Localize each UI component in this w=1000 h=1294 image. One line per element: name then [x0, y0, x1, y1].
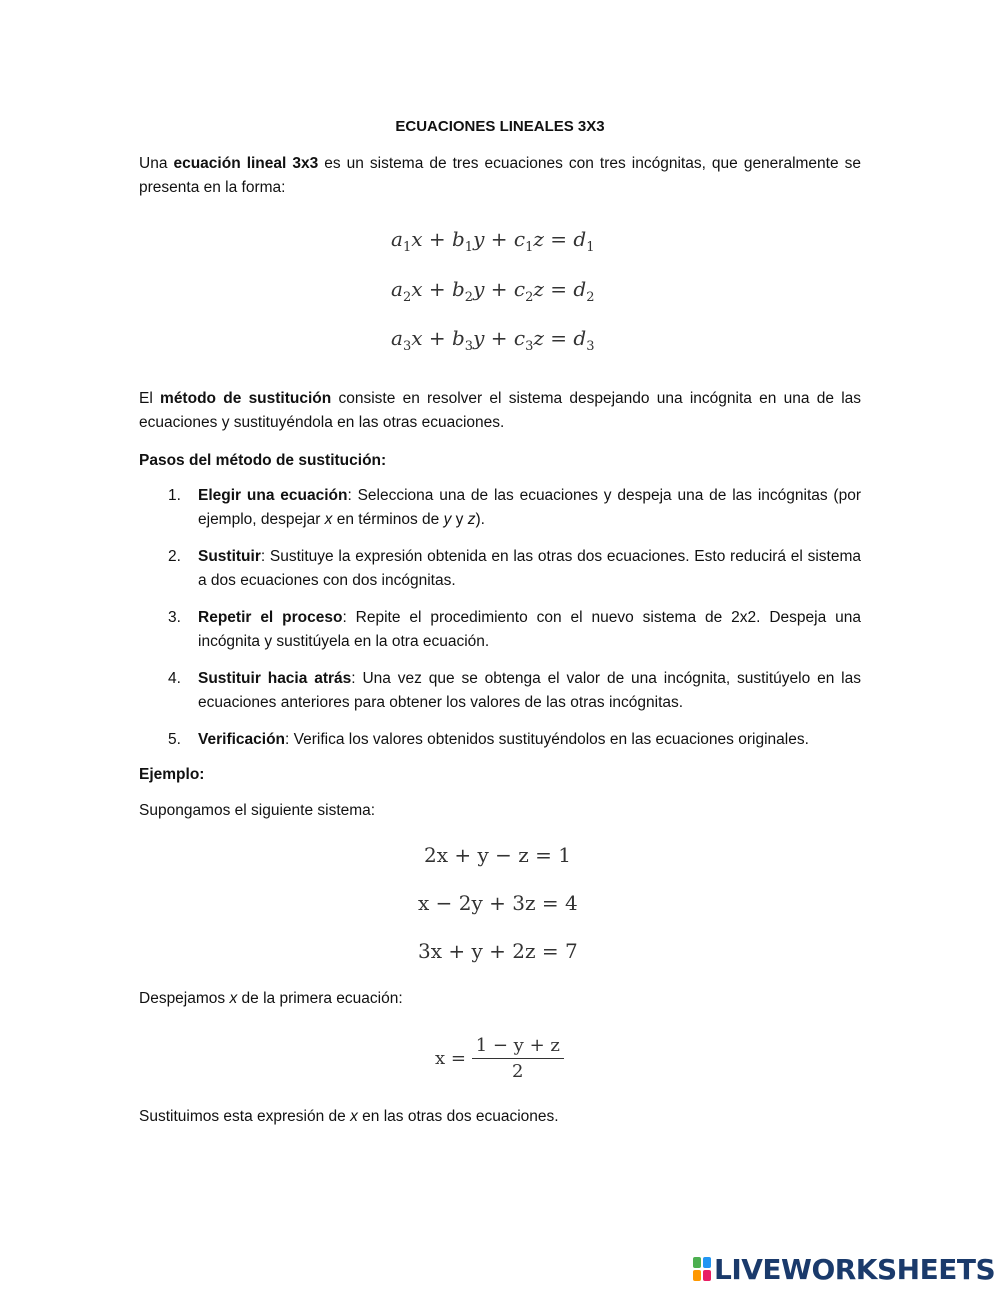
- step-item: 3. Repetir el proceso: Repite el procedimiento con el nuevo sistema de 2x2. Despeja una incógnita y sustitúyela en la otra ecuación.: [168, 609, 861, 650]
- example-equation-2: x − 2y + 3z = 4: [418, 891, 578, 915]
- general-equation-2: $a_2x + b_2y + c_2z = d_2$: [391, 277, 595, 305]
- fraction-equation: x = $\frac{1 - y + z}{2}$: [435, 1035, 564, 1082]
- fraction: [472, 1035, 564, 1082]
- example-intro: Supongamos el siguiente sistema:: [139, 802, 376, 819]
- intro-term: ecuación lineal 3x3: [173, 155, 319, 172]
- step-item: 2. Sustituir: Sustituye la expresión obtenida en las otras dos ecuaciones. Esto reducirá el sistema a dos ecuaciones con dos incógnitas.: [168, 548, 861, 589]
- denominator: 2: [512, 1061, 524, 1082]
- method-paragraph: El método de sustitución consiste en resolver el sistema despejando una incógnita en una de las ecuaciones y sustituyéndola en las otras ecuaciones.: [139, 390, 862, 431]
- step-item: 1. Elegir una ecuación: Selecciona una de las ecuaciones y despeja una de las incógnitas (por ejemplo, despejar x en términos de y y z).: [168, 487, 861, 528]
- steps-list: [139, 484, 861, 752]
- substitute-paragraph: Sustituimos esta expresión de x en las otras dos ecuaciones.: [139, 1108, 559, 1125]
- method-term: método de sustitución: [160, 390, 332, 407]
- step-item: 4. Sustituir hacia atrás: Una vez que se obtenga el valor de una incógnita, sustitúyelo en las ecuaciones anteriores para obtener los valores de las otras incógnitas.: [168, 670, 861, 711]
- general-equation-1: $a_1x + b_1y + c_1z = d_1$: [391, 227, 595, 255]
- example-equation-1: 2x + y − z = 1: [424, 843, 571, 867]
- logo-text: LIVEWORKSHEETS: [714, 1252, 996, 1286]
- example-heading: Ejemplo:: [139, 766, 205, 783]
- intro-paragraph: Una ecuación lineal 3x3 es un sistema de tres ecuaciones con tres incógnitas, que generalmente se presenta en la forma:: [139, 155, 862, 196]
- numerator: 1 − y + z: [472, 1035, 564, 1059]
- example-equation-3: 3x + y + 2z = 7: [418, 939, 578, 963]
- isolate-paragraph: Despejamos x de la primera ecuación:: [139, 990, 403, 1007]
- step-item: 5. Verificación: Verifica los valores obtenidos sustituyéndolos en las ecuaciones originales.: [168, 731, 809, 748]
- steps-heading: Pasos del método de sustitución:: [139, 452, 387, 469]
- page-title: ECUACIONES LINEALES 3X3: [395, 118, 605, 135]
- liveworksheets-logo: [692, 1253, 995, 1285]
- general-equation-3: $a_3x + b_3y + c_3z = d_3$: [391, 326, 595, 354]
- logo-icon: [692, 1256, 712, 1282]
